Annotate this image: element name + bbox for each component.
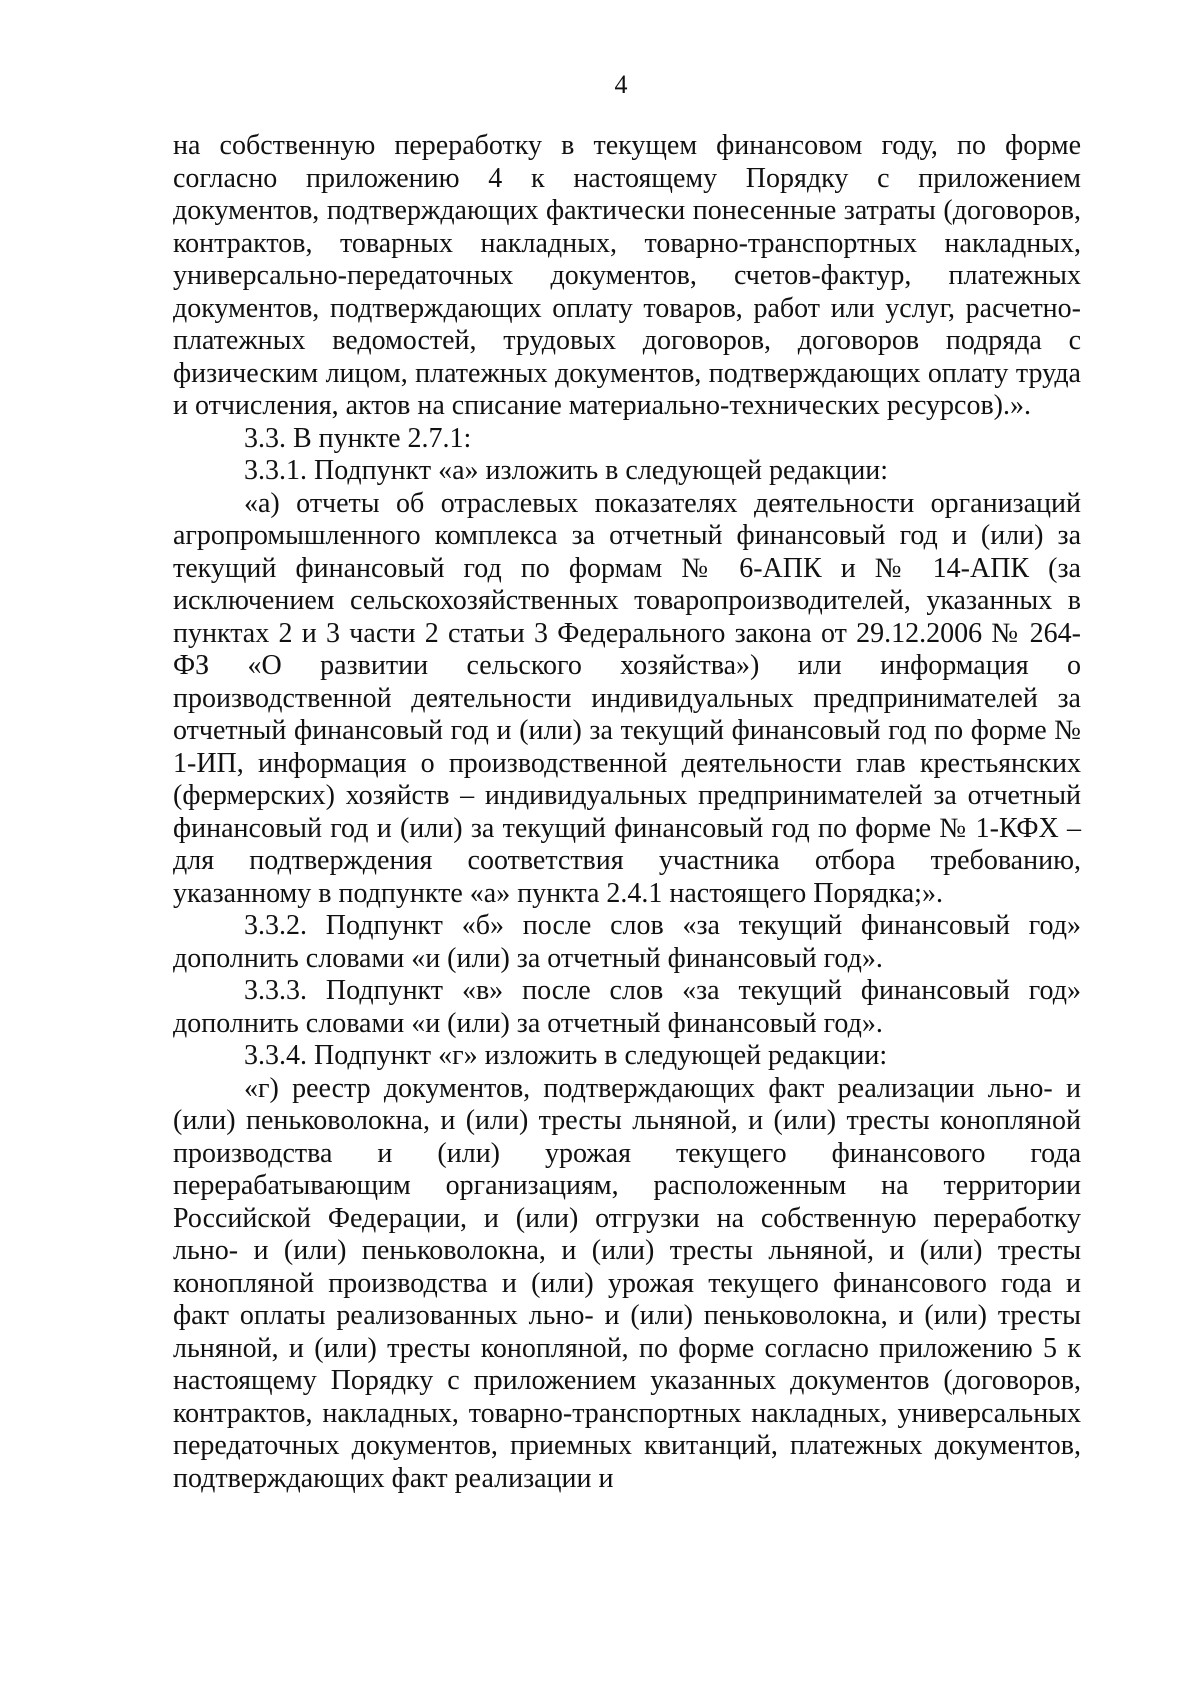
paragraph-continuation: на собственную переработку в текущем финансовом году, по форме согласно приложению 4 к настоящему Порядку с приложением документов, подтверждающих фактически понесенные затраты (договоров, контрактов, товарных накладных, товарно-транспортных накладных, универсально-передаточных документов, счетов-фактур, платежных документов, подтверждающих оплату товаров, работ или услуг, расчетно-платежных ведомостей, трудовых договоров, договоров подряда с физическим лицом, платежных документов, подтверждающих оплату труда и отчисления, актов на списание материально-технических ресурсов).».: [173, 130, 1081, 421]
paragraph-item-3-3: 3.3. В пункте 2.7.1:: [244, 422, 472, 454]
paragraph-item-3-3-2: 3.3.2. Подпункт «б» после слов «за текущий финансовый год» дополнить словами «и (или) за отчетный финансовый год».: [173, 910, 1081, 974]
paragraph-item-3-3-3: 3.3.3. Подпункт «в» после слов «за текущий финансовый год» дополнить словами «и (или) за отчетный финансовый год».: [173, 975, 1081, 1039]
paragraph-item-3-3-1: 3.3.1. Подпункт «а» изложить в следующей редакции:: [244, 455, 889, 486]
paragraph-item-3-3-4: 3.3.4. Подпункт «г» изложить в следующей редакции:: [244, 1040, 888, 1071]
page-number: 4: [614, 70, 628, 99]
paragraph-subitem-a: «а) отчеты об отраслевых показателях деятельности организаций агропромышленного комплекса за отчетный финансовый год и (или) за текущий финансовый год по формам № 6-АПК и № 14-АПК (за исключением сельскохозяйственных товаропроизводителей, указанных в пунктах 2 и 3 части 2 статьи 3 Федерального закона от 29.12.2006 № 264-ФЗ «О развитии сельского хозяйства») или информация о производственной деятельности индивидуальных предпринимателей за отчетный финансовый год и (или) за текущий финансовый год по форме № 1-ИП, информация о производственной деятельности глав крестьянских (фермерских) хозяйств – индивидуальных предпринимателей за отчетный финансовый год и (или) за текущий финансовый год по форме № 1-КФХ – для подтверждения соответствия участника отбора требованию, указанному в подпункте «а» пункта 2.4.1 настоящего Порядка;».: [173, 487, 1081, 909]
document-body: [173, 130, 1081, 1495]
paragraph-subitem-g: «г) реестр документов, подтверждающих факт реализации льно- и (или) пеньковолокна, и (или) тресты льняной, и (или) тресты конопляной производства и (или) урожая текущего финансового года перерабатывающим организациям, расположенным на территории Российской Федерации, и (или) отгрузки на собственную переработку льно- и (или) пеньковолокна, и (или) тресты льняной, и (или) тресты конопляной производства и (или) урожая текущего финансового года и факт оплаты реализованных льно- и (или) пеньковолокна, и (или) тресты льняной, и (или) тресты конопляной, по форме согласно приложению 5 к настоящему Порядку с приложением указанных документов (договоров, контрактов, накладных, товарно-транспортных накладных, универсальных передаточных документов, приемных квитанций, платежных документов, подтверждающих факт реализации и: [173, 1072, 1081, 1494]
